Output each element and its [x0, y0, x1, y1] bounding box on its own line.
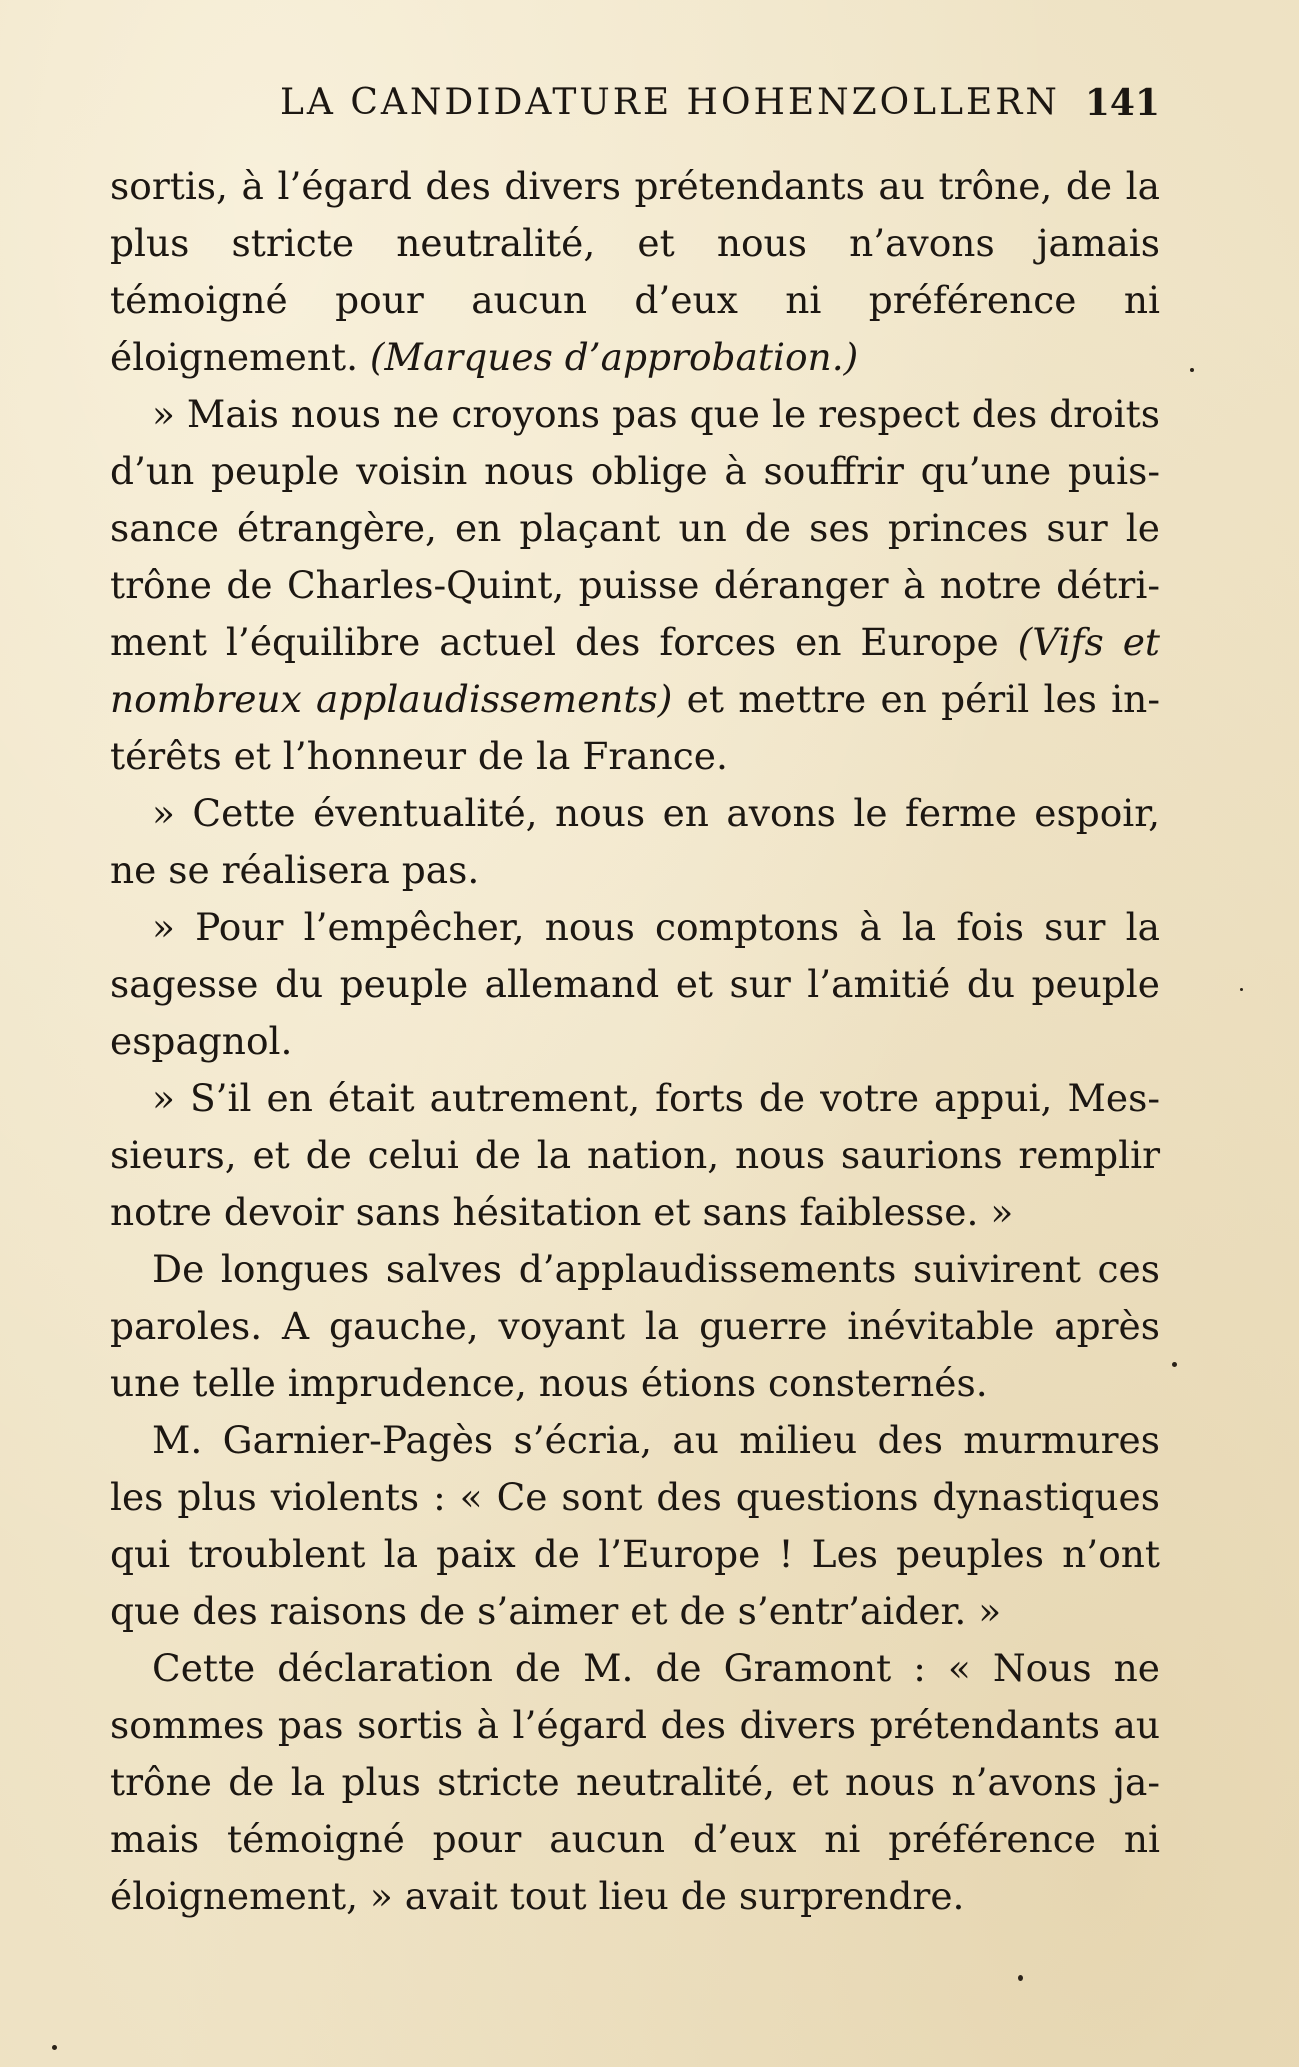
paragraph — [110, 158, 1160, 386]
paragraph — [110, 1070, 1160, 1241]
text-run: » Cette éventualité, nous en avons le ferme espoir, ne se réalisera pas. — [110, 791, 1160, 892]
paragraph — [110, 785, 1160, 899]
paragraph — [110, 1640, 1160, 1925]
text-run: Cette déclaration de M. de Gramont : « Nous ne sommes pas sortis à l’égard des divers prétendants au trône de la plus stricte neutralité, et nous n’avons jamais témoigné pour aucun d’eux ni préférence ni éloignement, » avait tout lieu de surprendre. — [110, 1646, 1160, 1918]
italic-run: (Vifs et nombreux applaudissements) — [110, 620, 1160, 721]
text-run: » Mais nous ne croyons pas que le respect des droits d’un peuple voisin nous oblige à souffrir qu’une puissance étrangère, en plaçant un de ses princes sur le trône de Charles-Quint, puisse déranger à notre détriment l’équilibre actuel des forces en Europe — [110, 392, 1160, 664]
page-number: 141 — [1084, 82, 1160, 124]
text-run: et mettre en péril les intérêts et l’honneur de la France. — [110, 677, 1161, 778]
running-head — [110, 82, 1160, 132]
print-speck — [1018, 1975, 1023, 1981]
print-speck — [1190, 368, 1194, 372]
body-text — [110, 158, 1160, 1925]
print-speck — [1240, 988, 1243, 991]
text-run: De longues salves d’applaudissements suivirent ces paroles. A gauche, voyant la guerre inévitable après une telle imprudence, nous étions consternés. — [110, 1247, 1160, 1405]
text-run: » S’il en était autrement, forts de votre appui, Messieurs, et de celui de la nation, nous saurions remplir notre devoir sans hésitation et sans faiblesse. » — [110, 1076, 1160, 1234]
print-speck — [52, 2045, 57, 2050]
paragraph — [110, 386, 1160, 785]
print-speck — [1172, 1362, 1177, 1367]
italic-run: (Marques d’approbation.) — [369, 335, 859, 379]
text-run: sortis, à l’égard des divers prétendants au trône, de la plus stricte neutralité, et nous n’avons jamais témoigné pour aucun d’eux ni préférence ni éloignement. — [110, 164, 1160, 379]
paragraph — [110, 1412, 1160, 1640]
paragraph — [110, 1241, 1160, 1412]
text-run: » Pour l’empêcher, nous comptons à la fois sur la sagesse du peuple allemand et sur l’amitié du peuple espagnol. — [110, 905, 1160, 1063]
paragraph — [110, 899, 1160, 1070]
text-run: M. Garnier-Pagès s’écria, au milieu des murmures les plus violents : « Ce sont des questions dynastiques qui troublent la paix de l’Europe ! Les peuples n’ont que des raisons de s’aimer et de s’entr’aider. » — [110, 1418, 1160, 1633]
running-head-title: LA CANDIDATURE HOHENZOLLERN — [280, 82, 1060, 123]
